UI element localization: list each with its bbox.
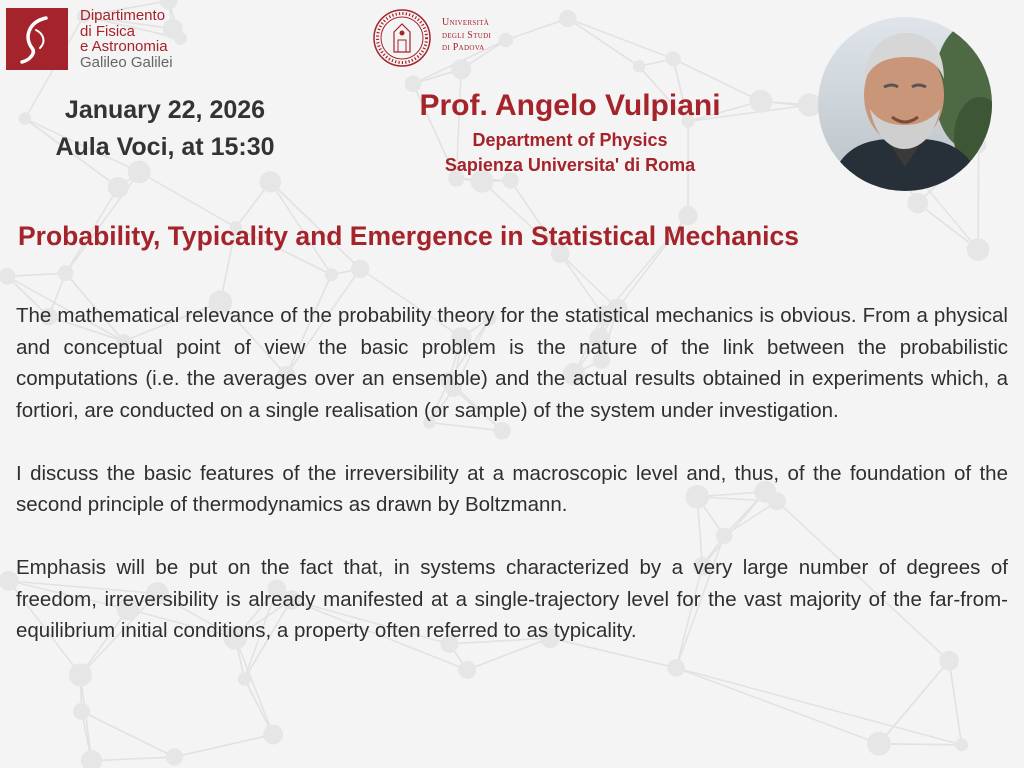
speaker-affiliation [360,128,780,178]
network-node [559,10,576,27]
department-line-1: Dipartimento [80,7,166,24]
network-node [955,738,968,751]
talk-title: Probability, Typicality and Emergence in Statistical Mechanics [18,221,800,251]
event-date: January 22, 2026 [64,96,266,124]
talk-abstract [16,300,1008,678]
network-edge [676,668,879,744]
network-edge [879,744,962,745]
network-node [263,725,283,745]
network-node [666,51,681,66]
speaker-block [360,84,780,178]
university-line-1: Università [442,17,490,28]
network-edge [7,273,65,276]
network-node [166,748,183,765]
network-node [867,732,891,756]
speaker-photo [818,17,992,191]
network-edge [82,711,175,757]
department-line-4: Galileo Galilei [80,53,173,71]
network-node [325,268,338,281]
university-logo [372,8,532,70]
university-seal-icon [372,8,432,68]
network-node [81,750,102,768]
network-edge [174,735,273,757]
abstract-paragraph-1: The mathematical relevance of the probability theory for the statistical mechanics is obvious. From a physical and conceptual point of view the basic problem is the nature of the link between the probabilistic computations (i.e. the averages over an ensemble) and the actual results obtained in experiments which, a fortiori, are conducted on a single realisation (or sample) of the system under investigation. [16,304,1008,422]
university-name [442,17,491,55]
abstract-paragraph-3: Emphasis will be put on the fact that, in systems characterized by a very large number of degrees of freedom, irreversibility is already manifested at a single-trajectory level for the vast majority of the far-from-equilibrium initial conditions, a property often referred to as typicality. [16,556,1008,642]
network-node [907,193,928,214]
department-name [80,8,173,70]
network-node [351,260,369,278]
speaker-institution: Sapienza Universita' di Roma [444,155,696,175]
network-edge [92,757,175,761]
department-logo [6,8,196,72]
university-line-3: di Padova [442,42,485,53]
network-edge [568,19,673,59]
network-node [58,265,74,281]
department-line-2: di Fisica [80,22,136,40]
network-node [633,60,645,72]
event-info [20,92,310,166]
network-node [73,703,90,720]
department-line-3: e Astronomia [80,38,168,55]
network-node [108,177,129,198]
network-edge [676,668,961,745]
speaker-name: Prof. Angelo Vulpiani [419,89,721,122]
event-place: Aula Voci, at 15:30 [55,133,275,161]
department-logo-mark [6,8,68,70]
network-node [260,171,281,192]
abstract-paragraph-2: I discuss the basic features of the irreversibility at a macroscopic level and, thus, of the foundation of the second principle of thermodynamics as drawn by Boltzmann. [16,461,1008,516]
university-line-2: degli Studi [442,29,492,41]
speaker-department: Department of Physics [472,130,668,150]
